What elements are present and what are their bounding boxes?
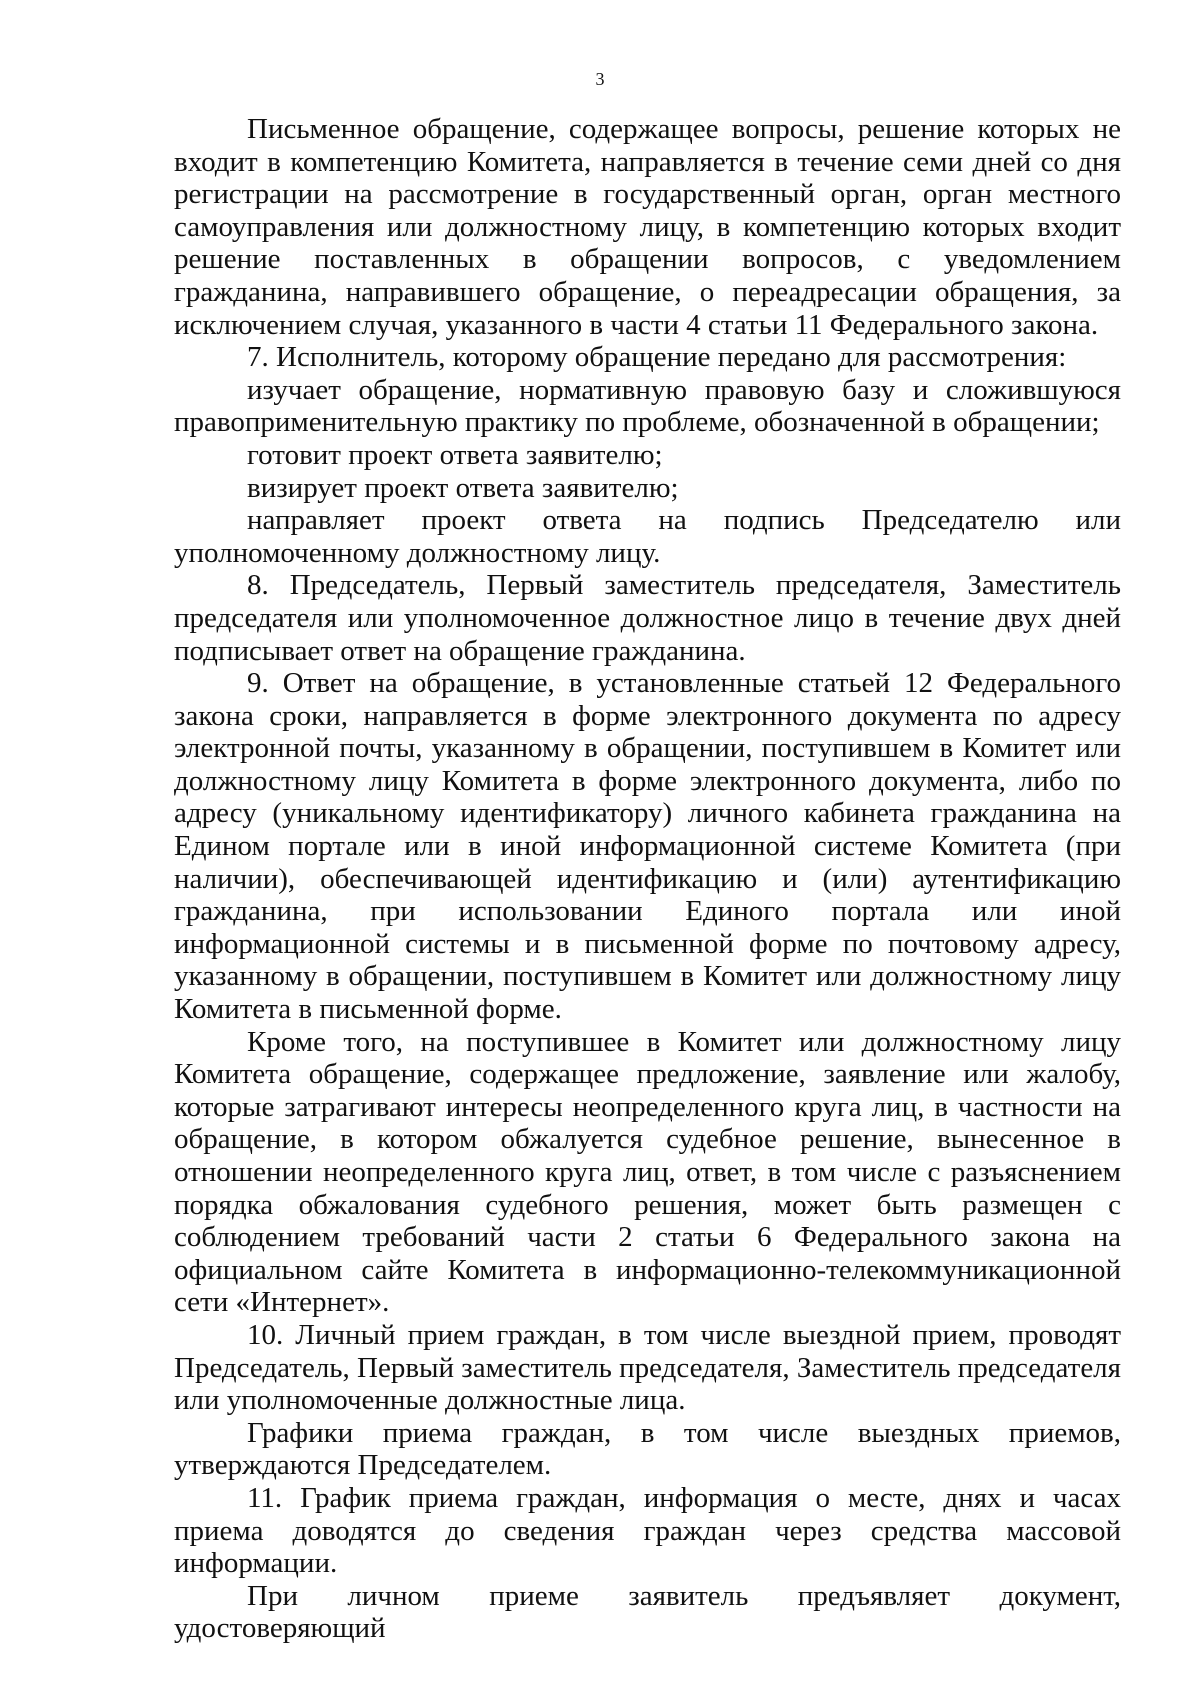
paragraph: Кроме того, на поступившее в Комитет или должностному лицу Комитета обращение, содержащее предложение, заявление или жалобу, которые затрагивают интересы неопределенного круга лиц, в частности на обращение, в котором обжалуется судебное решение, вынесенное в отношении неопределенного круга лиц, ответ, в том числе с разъяснением порядка обжалования судебного решения, может быть размещен с соблюдением требований части 2 статьи 6 Федерального закона на официальном сайте Комитета в информационно-телекоммуникационной сети «Интернет». (174, 1025, 1121, 1319)
paragraph: изучает обращение, нормативную правовую базу и сложившуюся правоприменительную практику по проблеме, обозначенной в обращении; (174, 373, 1121, 439)
paragraph: 10. Личный прием граждан, в том числе выездной прием, проводят Председатель, Первый заместитель председателя, Заместитель председателя или уполномоченные должностные лица. (174, 1318, 1121, 1417)
paragraph: готовит проект ответа заявителю; (247, 438, 663, 471)
paragraph: 11. График приема граждан, информация о месте, днях и часах приема доводятся до сведения граждан через средства массовой информации. (174, 1481, 1121, 1580)
paragraph: При личном приеме заявитель предъявляет документ, удостоверяющий (174, 1579, 1121, 1645)
paragraph: 7. Исполнитель, которому обращение передано для рассмотрения: (247, 341, 1067, 374)
page-number: 3 (595, 69, 605, 89)
paragraph: 8. Председатель, Первый заместитель председателя, Заместитель председателя или уполномоченное должностное лицо в течение двух дней подписывает ответ на обращение гражданина. (174, 569, 1121, 667)
paragraph: визирует проект ответа заявителю; (247, 471, 679, 504)
document-body (174, 113, 1121, 1645)
paragraph: Письменное обращение, содержащее вопросы, решение которых не входит в компетенцию Комитета, направляется в течение семи дней со дня регистрации на рассмотрение в государственный орган, орган местного самоуправления или должностному лицу, в компетенцию которых входит решение поставленных в обращении вопросов, с уведомлением гражданина, направившего обращение, о переадресации обращения, за исключением случая, указанного в части 4 статьи 11 Федерального закона. (174, 113, 1121, 341)
paragraph: 9. Ответ на обращение, в установленные статьей 12 Федерального закона сроки, направляется в форме электронного документа по адресу электронной почты, указанному в обращении, поступившем в Комитет или должностному лицу Комитета в форме электронного документа, либо по адресу (уникальному идентификатору) личного кабинета гражданина на Едином портале или в иной информационной системе Комитета (при наличии), обеспечивающей идентификацию и (или) аутентификацию гражданина, при использовании Единого портала или иной информационной системы и в письменной форме по почтовому адресу, указанному в обращении, поступившем в Комитет или должностному лицу Комитета в письменной форме. (174, 667, 1121, 1026)
paragraph: направляет проект ответа на подпись Председателю или уполномоченному должностному лицу. (174, 504, 1121, 569)
paragraph: Графики приема граждан, в том числе выездных приемов, утверждаются Председателем. (174, 1416, 1121, 1482)
